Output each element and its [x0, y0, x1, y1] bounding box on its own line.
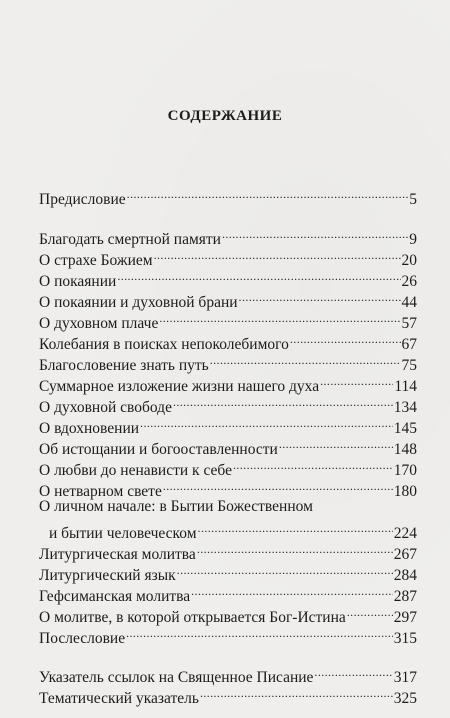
toc-entry-page: 134 [393, 399, 417, 416]
toc-entry-page: 44 [401, 294, 417, 311]
toc-entry-label: Литургическая молитва [39, 546, 196, 563]
toc-entry-label: Гефсиманская молитва [39, 588, 191, 605]
toc-entry-label: О любви до ненависти к себе [39, 462, 232, 479]
toc-entry-afterword[interactable] [39, 622, 417, 647]
leader-dots [200, 682, 393, 703]
toc-entry-page: 315 [393, 630, 417, 647]
toc-entry-15[interactable] [39, 538, 417, 563]
toc-entry-16[interactable] [39, 559, 417, 584]
toc-entry-14-line1[interactable] [39, 496, 417, 517]
toc-entry-7[interactable] [39, 349, 417, 374]
leader-dots [320, 370, 393, 391]
leader-dots [198, 517, 393, 538]
toc-entry-12[interactable] [39, 454, 417, 479]
toc-entry-page: 57 [401, 315, 417, 332]
toc-entry-page: 26 [401, 273, 417, 290]
toc-entry-label: Благословение знать путь [39, 357, 209, 374]
toc-entry-page: 284 [393, 567, 417, 584]
toc-entry-17[interactable] [39, 580, 417, 605]
toc-entry-label: О покаянии и духовной брани [39, 294, 238, 311]
leader-dots [159, 307, 400, 328]
toc-entry-page: 75 [401, 357, 417, 374]
toc-entry-label: О покаянии [39, 273, 117, 290]
toc-entry-label: Тематический указатель [39, 690, 199, 707]
leader-dots [177, 559, 393, 580]
toc-entry-11[interactable] [39, 433, 417, 458]
toc-entry-label: О нетварном свете [39, 483, 162, 500]
toc-entry-page: 9 [409, 231, 417, 248]
leader-dots [173, 391, 393, 412]
toc-entry-label: Суммарное изложение жизни нашего духа [39, 378, 320, 395]
leader-dots [127, 183, 409, 204]
leader-dots [210, 349, 401, 370]
toc-entry-page: 5 [409, 191, 417, 208]
leader-dots [140, 412, 393, 433]
toc-entry-label-continued: и бытии человеческом [49, 525, 197, 542]
toc-entry-label: О страхе Божием [39, 252, 153, 269]
toc-entry-page: 224 [393, 525, 417, 542]
toc-entry-label: О вдохновении [39, 420, 140, 437]
toc-entry-page: 317 [393, 669, 417, 686]
toc-entry-label: Послесловие [39, 630, 126, 647]
toc-entry-label: Литургический язык [39, 567, 176, 584]
toc-entry-page: 20 [401, 252, 417, 269]
toc-entry-label: Предисловие [39, 191, 126, 208]
toc-entry-page: 145 [393, 420, 417, 437]
toc-entry-10[interactable] [39, 412, 417, 437]
leader-dots [347, 601, 393, 622]
toc-entry-4[interactable] [39, 286, 417, 311]
leader-dots [197, 538, 393, 559]
leader-dots [239, 286, 401, 307]
leader-dots [233, 454, 393, 475]
toc-entry-page: 267 [393, 546, 417, 563]
toc-entry-label: Колебания в поисках непоколебимого [39, 336, 289, 353]
toc-entry-label: О духовной свободе [39, 399, 172, 416]
toc-entry-label: О личном начале: в Бытии Божественном [39, 498, 313, 515]
toc-entry-page: 170 [393, 462, 417, 479]
toc-entry-label: Указатель ссылок на Священное Писание [39, 669, 314, 686]
toc-entry-18[interactable] [39, 601, 417, 626]
leader-dots [191, 580, 393, 601]
toc-entry-page: 180 [393, 483, 417, 500]
toc-entry-page: 287 [393, 588, 417, 605]
toc-entry-3[interactable] [39, 265, 417, 290]
toc-entry-thematic-index[interactable] [39, 682, 417, 707]
toc-entry-label: Об истощании и богооставленности [39, 441, 278, 458]
toc-entry-6[interactable] [39, 328, 417, 353]
toc-entry-page: 67 [401, 336, 417, 353]
toc-entry-13[interactable] [39, 475, 417, 500]
toc-entry-label: О духовном плаче [39, 315, 159, 332]
toc-entry-preface[interactable] [39, 183, 417, 208]
toc-entry-page: 114 [394, 378, 417, 395]
toc-entry-8[interactable] [39, 370, 417, 395]
toc-entry-page: 297 [393, 609, 417, 626]
leader-dots [163, 475, 393, 496]
toc-entry-14[interactable] [49, 517, 417, 542]
leader-dots [279, 433, 393, 454]
toc-entry-5[interactable] [39, 307, 417, 332]
toc-entry-1[interactable] [39, 223, 417, 248]
toc-entry-label: О молитве, в которой открывается Бог-Истина [39, 609, 346, 626]
toc-heading: СОДЕРЖАНИЕ [167, 108, 283, 124]
leader-dots [154, 244, 401, 265]
leader-dots [290, 328, 401, 349]
toc-entry-scripture-index[interactable] [39, 661, 417, 686]
leader-dots [126, 622, 393, 643]
toc-entry-page: 148 [393, 441, 417, 458]
toc-entry-9[interactable] [39, 391, 417, 416]
leader-dots [314, 661, 392, 682]
toc-entry-label: Благодать смертной памяти [39, 231, 221, 248]
leader-dots [222, 223, 408, 244]
toc-entry-2[interactable] [39, 244, 417, 269]
leader-dots [117, 265, 400, 286]
toc-entry-page: 325 [393, 690, 417, 707]
